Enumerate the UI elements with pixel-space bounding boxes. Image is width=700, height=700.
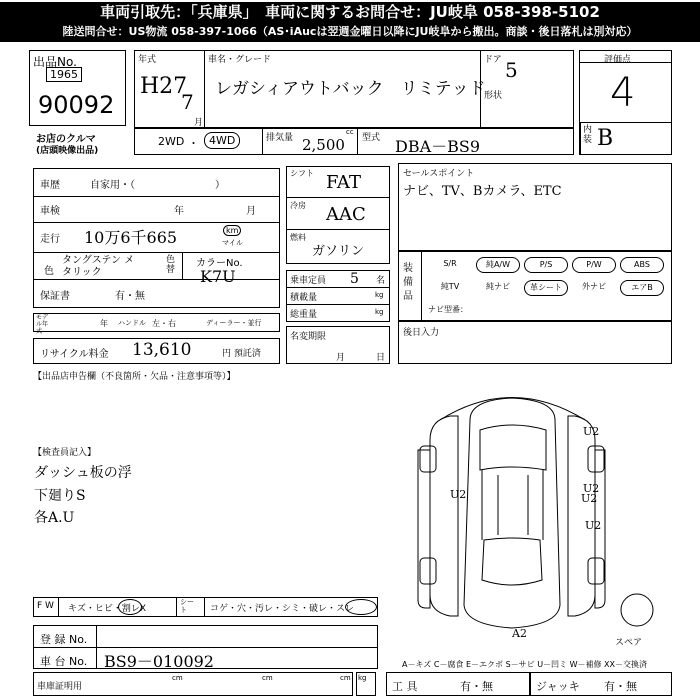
fuel-label: 燃料	[290, 233, 306, 242]
color-change-label: 色替	[166, 255, 176, 275]
shift-value: FAT	[326, 172, 361, 193]
damage-mark-4: U2	[581, 492, 598, 505]
recycle-label: リサイクル料金	[40, 349, 109, 360]
dealer-label: ディーラー・並行	[206, 319, 262, 327]
spare-label: スペア	[615, 638, 643, 648]
displacement-value: 2,500	[302, 136, 345, 154]
shop-notes-label: 【出品店申告欄（不良箇所・欠品・注意事項等）】	[33, 372, 236, 382]
color-value: タングステン メタリック	[62, 255, 135, 278]
tools-value: 有・無	[460, 680, 493, 693]
doors-value: 5	[505, 58, 518, 82]
damage-mark-6: A2	[512, 627, 527, 640]
interior-grade: B	[597, 126, 614, 151]
damage-mark-5: U2	[585, 519, 602, 532]
year-value: H27	[140, 74, 188, 99]
fw-label: F W	[37, 601, 54, 611]
sheet-label: シート	[180, 598, 194, 614]
shape-label: 形状	[484, 91, 503, 101]
inspection-month: 月	[246, 206, 256, 217]
cert-unit-2: cm	[262, 674, 273, 682]
mileage-mile: マイル	[222, 239, 243, 247]
later-input-label: 後日入力	[403, 328, 440, 338]
lot-label: 出品No.	[33, 55, 77, 69]
tools-label: 工 具	[392, 680, 418, 693]
color-code-label: カラーNo.	[196, 258, 243, 269]
chassis-label: 車 台 No.	[40, 655, 88, 668]
damage-mark-1: U2	[583, 425, 600, 438]
expiry-label: 名変期限	[290, 332, 327, 342]
color-label: 色	[44, 266, 54, 277]
mileage-label: 走行	[40, 234, 60, 245]
history-value: 自家用・（ ）	[90, 180, 225, 191]
equipment-item: 純TV	[440, 282, 460, 291]
register-label: 登 録 No.	[40, 633, 88, 646]
damage-mark-2: U2	[450, 488, 467, 501]
sales-points: ナビ、TV、Bカメラ、ETC	[403, 184, 562, 199]
weight-unit: kg	[375, 308, 384, 316]
history-label: 車歴	[40, 180, 60, 191]
fuel-value: ガソリン	[312, 244, 365, 259]
car-damage-diagram	[400, 380, 690, 640]
lot-number-box	[29, 50, 126, 126]
equipment-item: 外ナビ	[582, 282, 606, 291]
equipment-label: 装備品	[403, 263, 413, 302]
model-value: DBA－BS9	[395, 137, 481, 156]
year-label: 年式	[138, 55, 157, 65]
equipment-item: P/W	[572, 257, 616, 273]
fw-items: キズ・ヒビ・割レX	[68, 604, 146, 614]
inspector-label: 【検査員記入】	[33, 448, 97, 458]
inspection-year: 年	[174, 206, 184, 217]
recycle-value: 13,610	[132, 340, 192, 360]
ac-label: 冷房	[290, 201, 306, 210]
shop-sublabel: (店頭映像出品)	[36, 146, 99, 156]
sales-label: セールスポイント	[403, 169, 475, 179]
shift-label: シフト	[290, 169, 314, 178]
door-label: ドア	[484, 55, 502, 65]
name-label: 車名・グレード	[208, 55, 272, 65]
inspection-label: 車検	[40, 206, 60, 217]
mileage-value: 10万6千665	[84, 228, 178, 247]
cert-unit-1: cm	[172, 674, 183, 682]
later-input-box	[398, 321, 672, 364]
capacity-value: 5	[350, 271, 359, 287]
expiry-day: 日	[376, 353, 386, 363]
header-contact-bar: 車両引取先：「兵庫県」 車両に関するお問合せ：JU岐阜 058-398-5102	[0, 2, 700, 22]
damage-mark-3: U2	[583, 482, 600, 495]
displacement-label: 排気量	[266, 133, 294, 143]
interior-label: 内装	[583, 125, 593, 145]
cert-unit-3: cm	[340, 674, 351, 682]
navi-model-label: ナビ型番：	[428, 305, 468, 314]
weight-label: 総重量	[290, 310, 318, 320]
ac-value: AAC	[326, 204, 366, 225]
mileage-km: km	[223, 225, 241, 236]
load-label: 積載量	[290, 293, 318, 303]
month-unit: 月	[194, 118, 204, 128]
sheet-items: コゲ・穴・汚レ・シミ・破レ・スレ	[210, 604, 355, 614]
warranty-label: 保証書	[40, 291, 70, 302]
color-code-value: K7U	[200, 267, 236, 286]
shop-label: お店のクルマ	[36, 134, 96, 145]
warranty-value: 有・無	[115, 291, 145, 302]
handle-value: 左・右	[152, 319, 176, 328]
chassis-value: BS9－010092	[104, 652, 214, 671]
grade-score: 4	[610, 70, 636, 116]
capacity-unit: 名	[376, 276, 386, 286]
jack-label: ジャッキ	[536, 680, 580, 693]
model-label: 型式	[362, 133, 381, 143]
spec-row	[134, 128, 574, 155]
model-year-year: 年	[100, 319, 108, 328]
grade-label: 評価点	[604, 55, 632, 65]
month-value: 7	[181, 90, 194, 114]
lot-number: 90092	[38, 91, 115, 119]
inspector-line-1: ダッシュ板の浮	[34, 465, 132, 481]
header-transport-bar: 陸送問合せ：US物流 058-397-1066（AS･iAucは翌週金曜日以降にJU岐阜から搬出。商談・後日落札は別対応）	[0, 22, 700, 42]
drive-2wd: 2WD	[158, 135, 185, 148]
jack-value: 有・無	[604, 680, 637, 693]
drive-4wd: 4WD	[204, 132, 240, 149]
expiry-month: 月	[336, 353, 346, 363]
equipment-item: S/R	[443, 259, 457, 268]
handle-label: ハンドル	[118, 319, 146, 327]
equipment-item: P/S	[524, 257, 568, 273]
inspector-line-3: 各A.U	[34, 510, 75, 526]
equipment-item: エアB	[620, 280, 664, 296]
lot-sub-number: 1965	[46, 67, 82, 82]
damage-legend: A－キズ C－腐食 E－エクボ S－サビ U－凹ミ W－補修 XX－交換済	[402, 660, 648, 669]
equipment-item: 革シート	[524, 280, 568, 296]
capacity-label: 乗車定員	[290, 276, 327, 286]
cert-unit-4: kg	[358, 674, 367, 682]
load-unit: kg	[375, 291, 384, 299]
vehicle-name: レガシィアウトバック リミテッド	[215, 79, 486, 99]
equipment-item: 純ナビ	[486, 282, 510, 291]
inspector-line-2: 下廻りS	[34, 488, 86, 504]
cert-label: 車庫証明用	[37, 682, 83, 692]
model-year-label: モデル年式	[36, 314, 49, 335]
equipment-item: ABS	[620, 257, 664, 273]
cc-unit: cc	[346, 128, 354, 136]
equipment-item: 純A/W	[476, 257, 520, 273]
recycle-unit: 円 預託済	[222, 349, 261, 359]
